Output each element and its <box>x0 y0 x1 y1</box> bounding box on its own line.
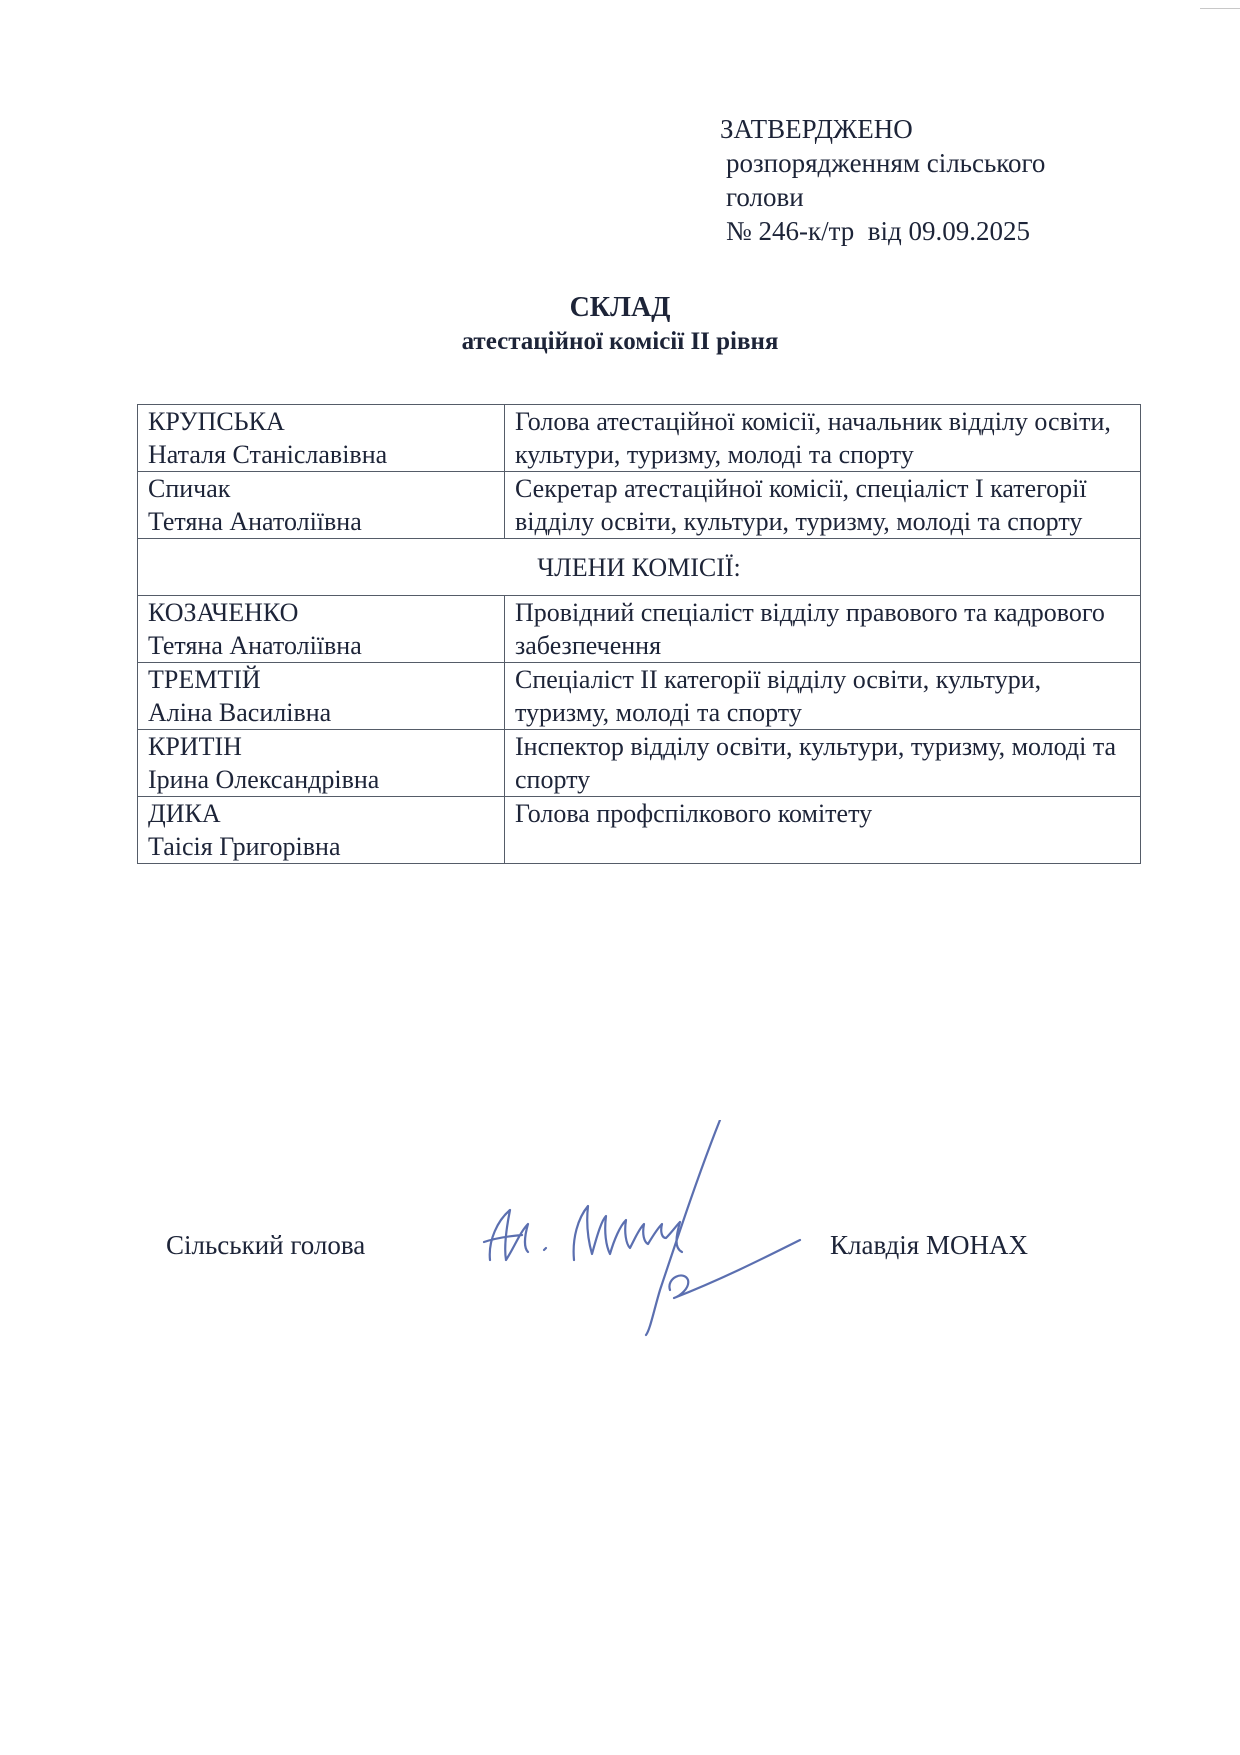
table-row <box>138 730 1141 797</box>
member-role: Спеціаліст II категорії відділу освіти, культури, туризму, молоді та спорту <box>505 663 1141 730</box>
member-given-name: Ірина Олександрівна <box>148 765 380 794</box>
member-name-cell <box>138 596 505 663</box>
member-given-name: Наталя Станіславівна <box>148 440 388 469</box>
scan-edge-mark <box>1200 8 1240 9</box>
member-surname: КОЗАЧЕНКО <box>148 598 299 627</box>
approval-line-number-date: № 246-к/тр від 09.09.2025 <box>726 216 1030 246</box>
member-surname: Спичак <box>148 474 231 503</box>
approval-line-head: голови <box>726 182 804 212</box>
members-section-label: ЧЛЕНИ КОМІСІЇ: <box>138 539 1141 596</box>
member-given-name: Таісія Григорівна <box>148 832 341 861</box>
member-role: Голова атестаційної комісії, начальник відділу освіти, культури, туризму, молоді та спорту <box>505 405 1141 472</box>
handwritten-signature <box>470 1120 830 1340</box>
commission-table <box>137 404 1141 864</box>
signatory-position: Сільський голова <box>166 1230 366 1260</box>
member-role: Голова профспілкового комітету <box>505 797 1141 864</box>
approval-block <box>720 112 1045 248</box>
table-row <box>138 797 1141 864</box>
member-surname: ДИКА <box>148 799 221 828</box>
member-given-name: Тетяна Анатоліївна <box>148 507 362 536</box>
member-role: Інспектор відділу освіти, культури, туризму, молоді та спорту <box>505 730 1141 797</box>
document-title: СКЛАД <box>569 292 671 323</box>
member-surname: КРИТІН <box>148 732 242 761</box>
member-surname: КРУПСЬКА <box>148 407 285 436</box>
member-given-name: Тетяна Анатоліївна <box>148 631 362 660</box>
table-row <box>138 405 1141 472</box>
member-role: Секретар атестаційної комісії, спеціаліст I категорії відділу освіти, культури, туризму, молоді та спорту <box>505 472 1141 539</box>
document-subtitle: атестаційної комісії II рівня <box>461 328 779 355</box>
member-given-name: Аліна Василівна <box>148 698 332 727</box>
member-surname: ТРЕМТІЙ <box>148 665 261 694</box>
member-name-cell <box>138 472 505 539</box>
table-row <box>138 663 1141 730</box>
member-name-cell <box>138 730 505 797</box>
member-role: Провідний спеціаліст відділу правового та кадрового забезпечення <box>505 596 1141 663</box>
member-name-cell <box>138 405 505 472</box>
signatory-name: Клавдія МОНАХ <box>830 1230 1028 1260</box>
approval-line-decree: розпорядженням сільського <box>726 148 1046 178</box>
member-name-cell <box>138 797 505 864</box>
table-row <box>138 472 1141 539</box>
member-name-cell <box>138 663 505 730</box>
approval-title: ЗАТВЕРДЖЕНО <box>720 114 913 144</box>
table-section-row <box>138 539 1141 596</box>
table-row <box>138 596 1141 663</box>
